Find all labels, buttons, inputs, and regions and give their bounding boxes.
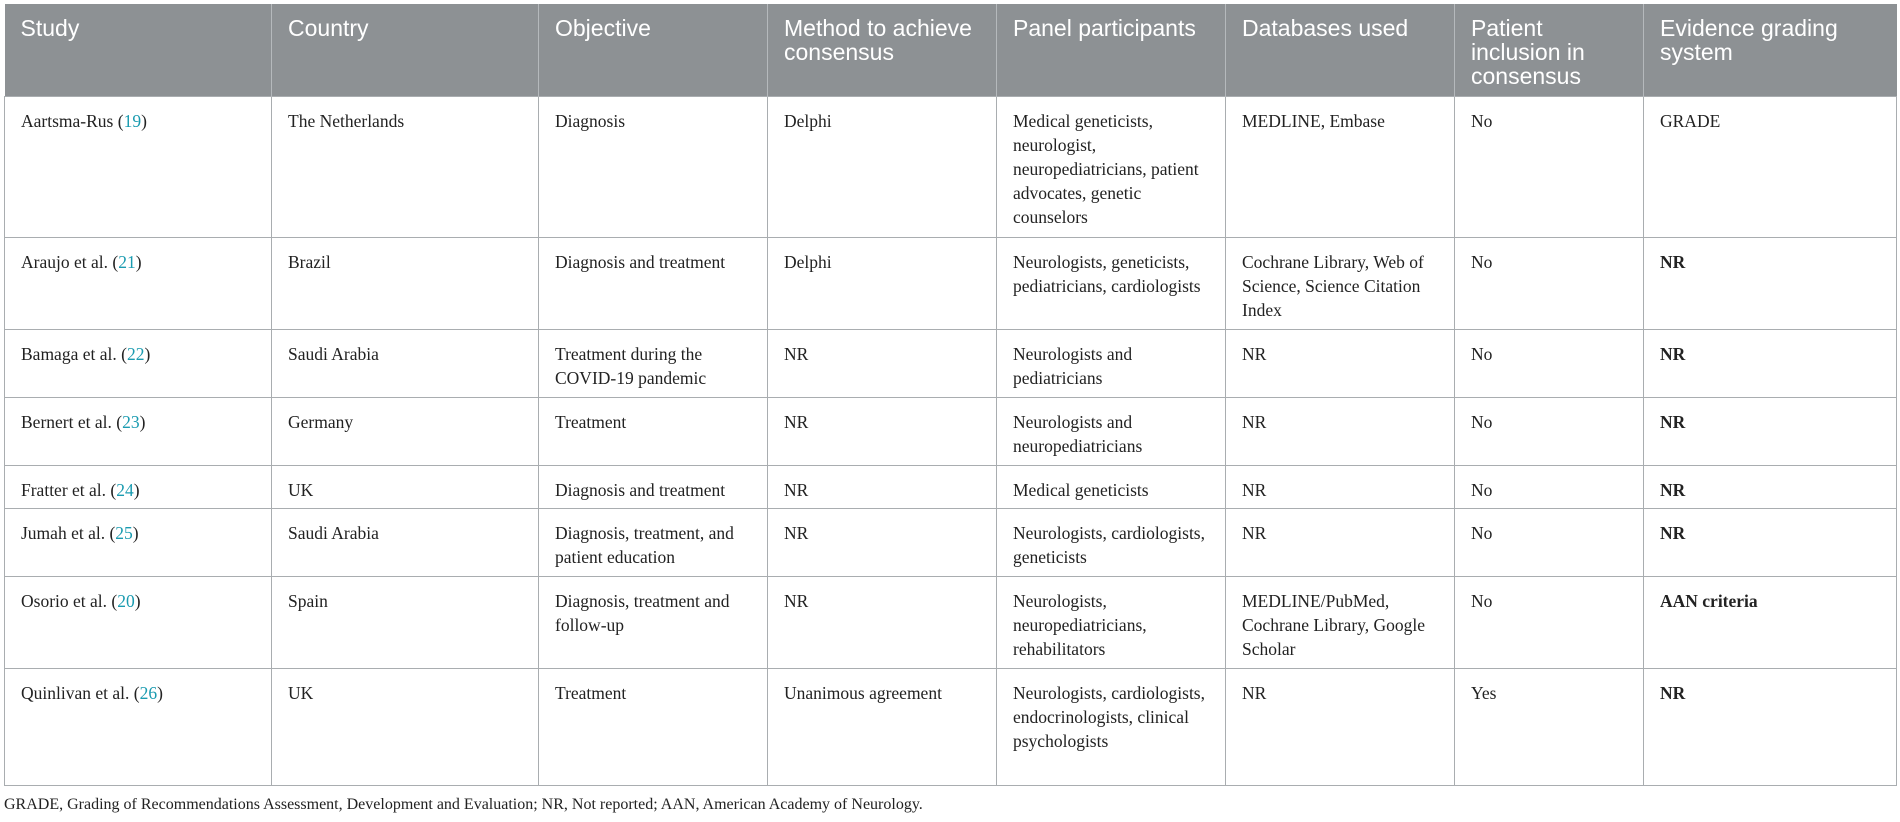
header-country: Country: [272, 4, 539, 97]
cell-patient-inclusion: No: [1455, 97, 1644, 238]
table-body: [5, 97, 1897, 786]
cell-patient-inclusion: No: [1455, 398, 1644, 466]
cell-method: NR: [768, 577, 997, 669]
cell-country: Brazil: [272, 238, 539, 330]
cell-grading: NR: [1644, 238, 1897, 330]
cell-databases: NR: [1226, 466, 1455, 509]
header-evidence-grading: Evidence grading system: [1644, 4, 1897, 97]
cell-grading: NR: [1644, 330, 1897, 398]
reference-link[interactable]: 20: [117, 591, 135, 611]
cell-panel: Neurologists and pediatricians: [997, 330, 1226, 398]
cell-method: NR: [768, 466, 997, 509]
table-row: [5, 97, 1897, 238]
cell-country: Saudi Arabia: [272, 509, 539, 577]
cell-databases: NR: [1226, 509, 1455, 577]
reference-link[interactable]: 22: [126, 344, 145, 364]
cell-method: Unanimous agreement: [768, 669, 997, 786]
cell-grading: NR: [1644, 466, 1897, 509]
study-name: Quinlivan et al.: [21, 683, 130, 703]
cell-country: The Netherlands: [272, 97, 539, 238]
cell-study: Fratter et al. (24): [5, 466, 272, 509]
cell-country: UK: [272, 669, 539, 786]
cell-objective: Diagnosis and treatment: [539, 238, 768, 330]
cell-study: Aartsma-Rus (19): [5, 97, 272, 238]
cell-objective: Diagnosis, treatment, and patient education: [539, 509, 768, 577]
cell-patient-inclusion: No: [1455, 238, 1644, 330]
cell-grading: NR: [1644, 509, 1897, 577]
table-row: [5, 577, 1897, 669]
reference-link[interactable]: 24: [116, 480, 134, 500]
header-panel-participants: Panel participants: [997, 4, 1226, 97]
cell-objective: Diagnosis and treatment: [539, 466, 768, 509]
cell-grading: GRADE: [1644, 97, 1897, 238]
reference-link[interactable]: 23: [122, 412, 140, 432]
cell-panel: Medical geneticists: [997, 466, 1226, 509]
study-name: Bamaga et al.: [21, 344, 117, 364]
table-row: [5, 509, 1897, 577]
cell-databases: MEDLINE/PubMed, Cochrane Library, Google Scholar: [1226, 577, 1455, 669]
cell-panel: Neurologists, cardiologists, endocrinologists, clinical psychologists: [997, 669, 1226, 786]
study-name: Aartsma-Rus: [21, 111, 114, 131]
table-row: [5, 669, 1897, 786]
cell-patient-inclusion: No: [1455, 577, 1644, 669]
reference-link[interactable]: 19: [123, 111, 142, 131]
cell-country: Germany: [272, 398, 539, 466]
cell-grading: NR: [1644, 669, 1897, 786]
cell-study: Araujo et al. (21): [5, 238, 272, 330]
study-name: Jumah et al.: [21, 523, 106, 543]
reference-link[interactable]: 21: [118, 252, 136, 272]
table-row: [5, 398, 1897, 466]
cell-databases: NR: [1226, 330, 1455, 398]
cell-panel: Neurologists, neuropediatricians, rehabilitators: [997, 577, 1226, 669]
study-name: Fratter et al.: [21, 480, 107, 500]
cell-patient-inclusion: No: [1455, 466, 1644, 509]
cell-panel: Medical geneticists, neurologist, neuropediatricians, patient advocates, genetic counselors: [997, 97, 1226, 238]
cell-objective: Treatment: [539, 398, 768, 466]
cell-patient-inclusion: No: [1455, 330, 1644, 398]
cell-grading: AAN criteria: [1644, 577, 1897, 669]
cell-databases: Cochrane Library, Web of Science, Science Citation Index: [1226, 238, 1455, 330]
study-name: Araujo et al.: [21, 252, 108, 272]
cell-databases: NR: [1226, 398, 1455, 466]
study-name: Osorio et al.: [21, 591, 108, 611]
cell-study: Osorio et al. (20): [5, 577, 272, 669]
cell-patient-inclusion: Yes: [1455, 669, 1644, 786]
cell-databases: MEDLINE, Embase: [1226, 97, 1455, 238]
cell-grading: NR: [1644, 398, 1897, 466]
header-objective: Objective: [539, 4, 768, 97]
cell-method: NR: [768, 509, 997, 577]
cell-patient-inclusion: No: [1455, 509, 1644, 577]
consensus-studies-table: [4, 4, 1897, 786]
cell-objective: Treatment: [539, 669, 768, 786]
cell-method: Delphi: [768, 238, 997, 330]
cell-panel: Neurologists, geneticists, pediatricians, cardiologists: [997, 238, 1226, 330]
cell-objective: Diagnosis, treatment and follow-up: [539, 577, 768, 669]
cell-country: Saudi Arabia: [272, 330, 539, 398]
cell-study: Quinlivan et al. (26): [5, 669, 272, 786]
cell-country: UK: [272, 466, 539, 509]
cell-databases: NR: [1226, 669, 1455, 786]
table-container: [4, 4, 1896, 786]
reference-link[interactable]: 26: [139, 683, 158, 703]
header-patient-inclusion: Patient inclusion in consensus: [1455, 4, 1644, 97]
header-databases-used: Databases used: [1226, 4, 1455, 97]
table-row: [5, 466, 1897, 509]
study-name: Bernert et al.: [21, 412, 112, 432]
header-method: Method to achieve consensus: [768, 4, 997, 97]
cell-study: Jumah et al. (25): [5, 509, 272, 577]
table-row: [5, 330, 1897, 398]
cell-method: Delphi: [768, 97, 997, 238]
cell-method: NR: [768, 398, 997, 466]
cell-country: Spain: [272, 577, 539, 669]
cell-objective: Diagnosis: [539, 97, 768, 238]
table-header: [5, 4, 1897, 97]
cell-study: Bernert et al. (23): [5, 398, 272, 466]
header-study: Study: [5, 4, 272, 97]
reference-link[interactable]: 25: [115, 523, 133, 543]
cell-method: NR: [768, 330, 997, 398]
header-row: [5, 4, 1897, 97]
cell-panel: Neurologists, cardiologists, geneticists: [997, 509, 1226, 577]
cell-panel: Neurologists and neuropediatricians: [997, 398, 1226, 466]
cell-study: Bamaga et al. (22): [5, 330, 272, 398]
cell-objective: Treatment during the COVID-19 pandemic: [539, 330, 768, 398]
table-row: [5, 238, 1897, 330]
table-footnote: GRADE, Grading of Recommendations Assessment, Development and Evaluation; NR, Not reported; AAN, American Academy of Neurology.: [4, 796, 923, 813]
